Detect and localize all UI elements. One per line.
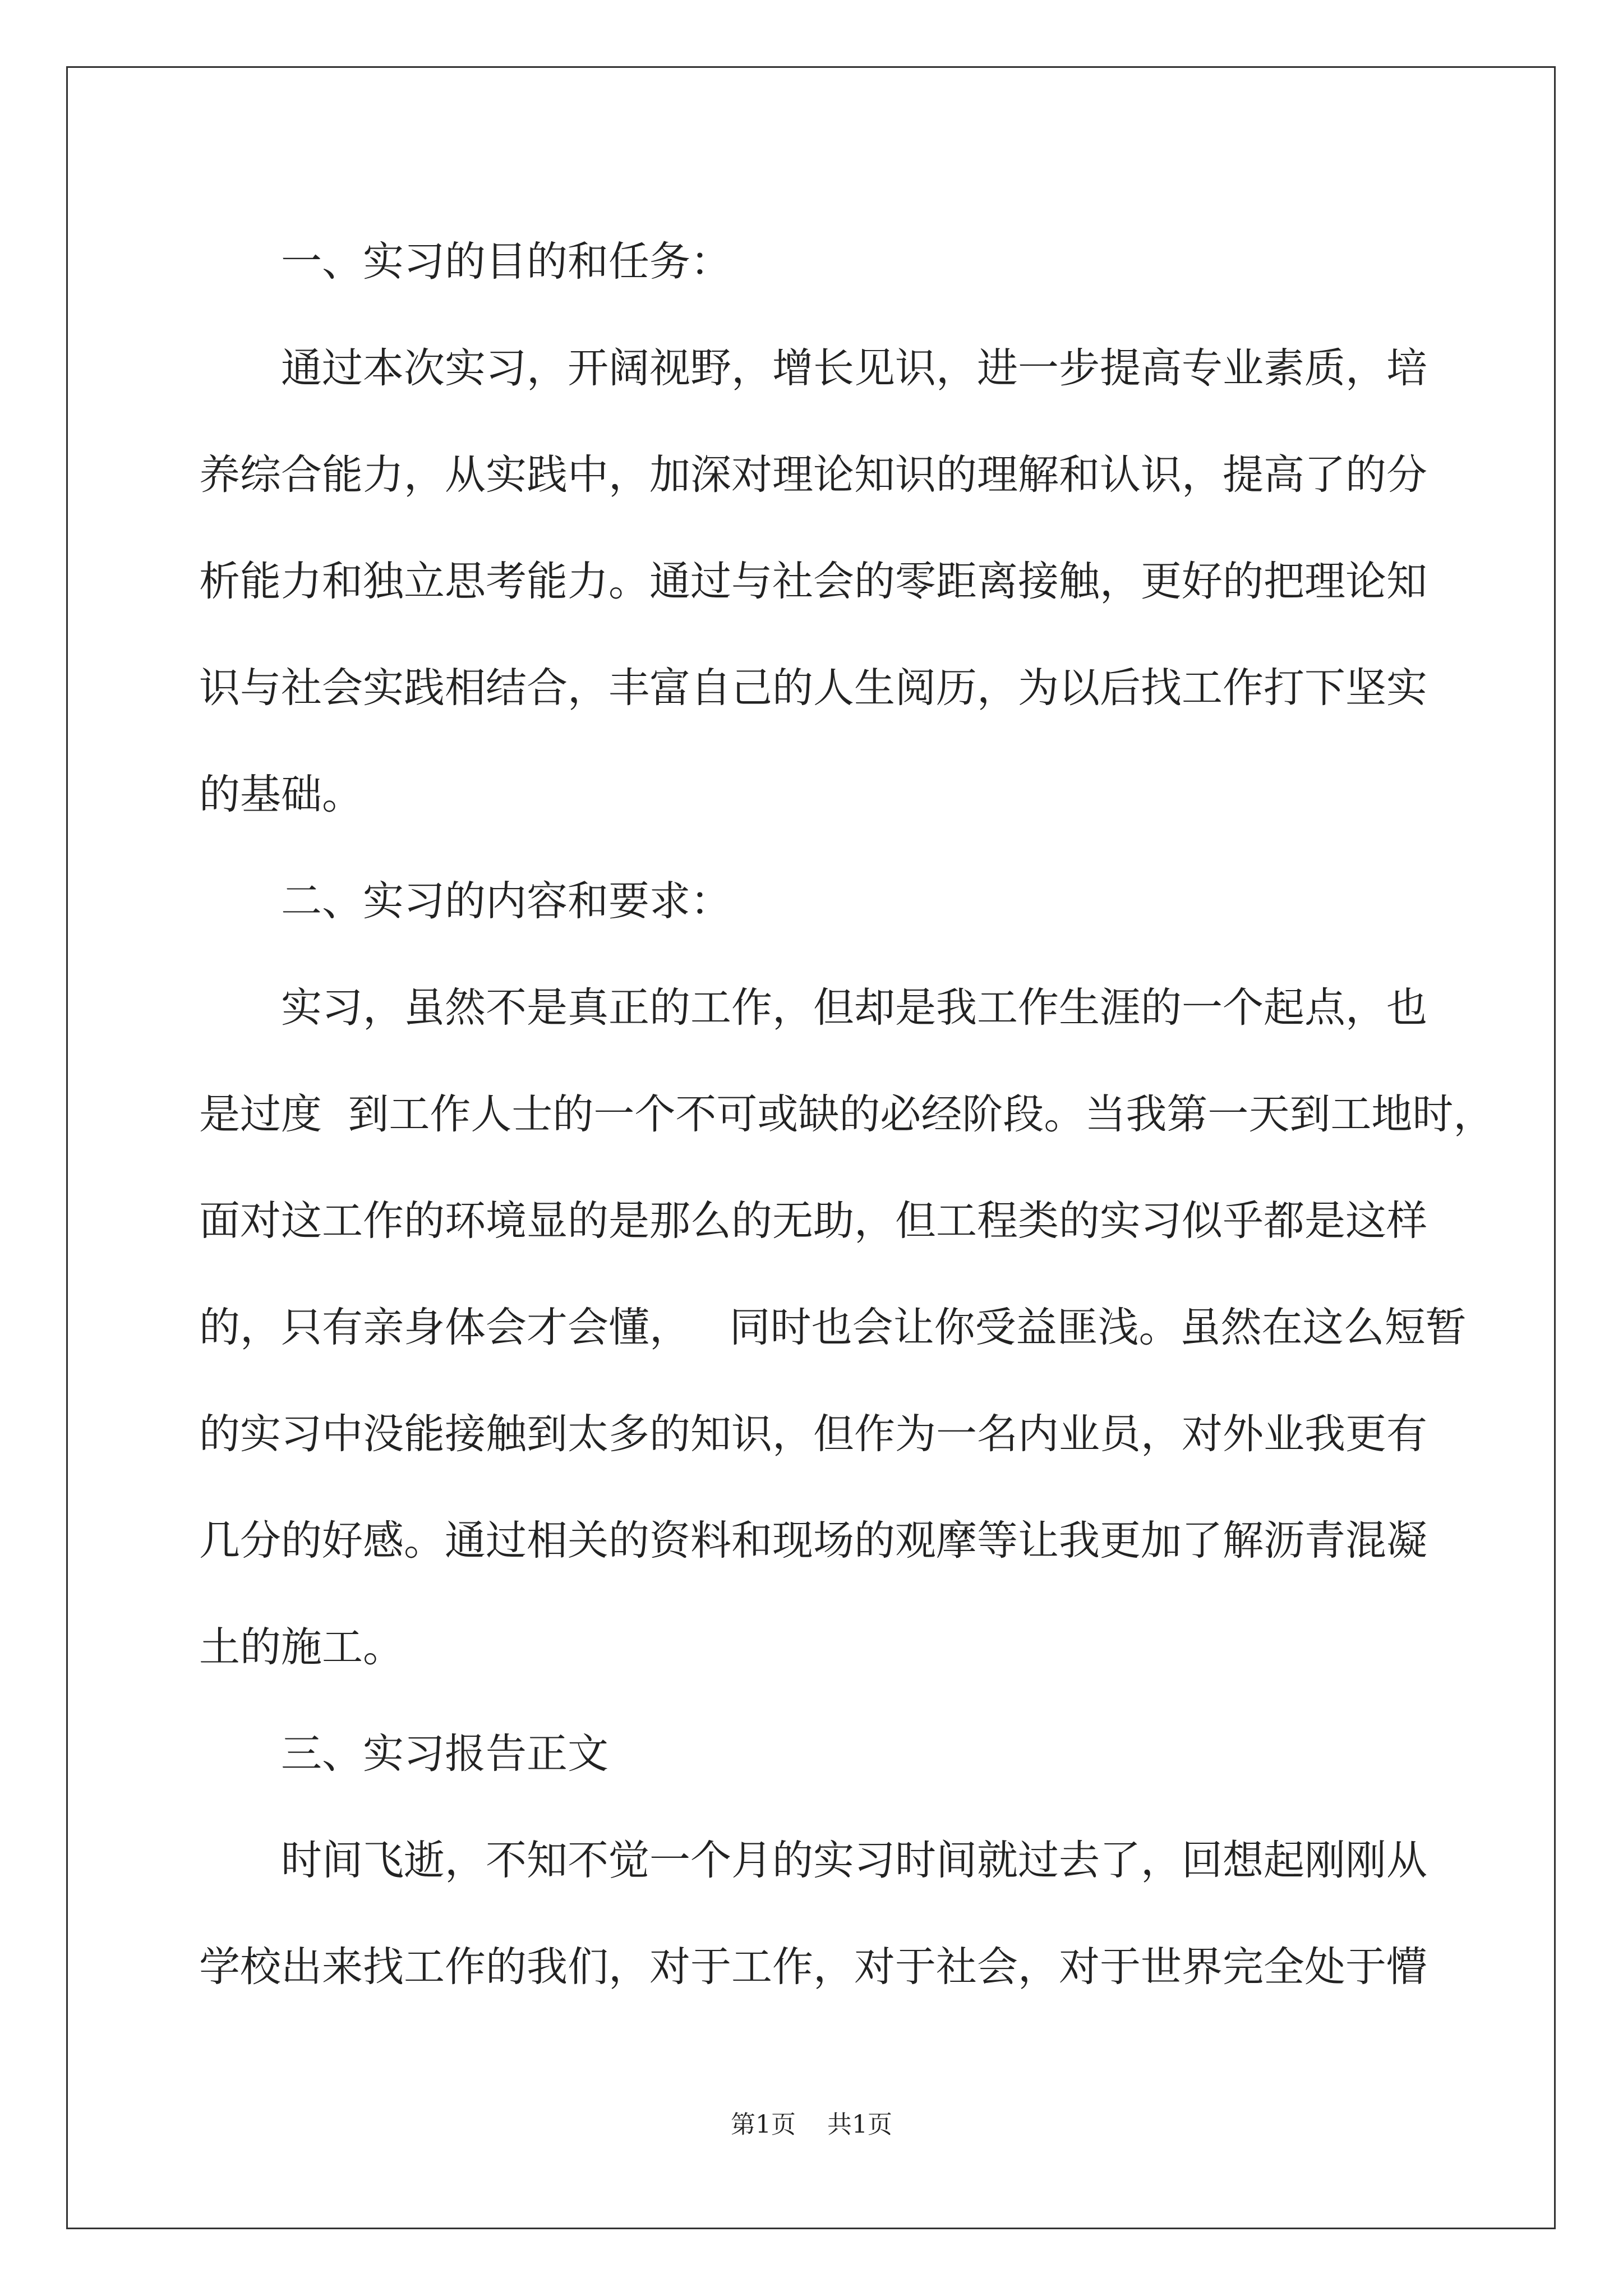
paragraph-line: 实习，虽然不是真正的工作，但却是我工作生涯的一个起点，也 <box>281 984 1427 1032</box>
section-heading-purpose: 一、实习的目的和任务： <box>281 238 731 286</box>
paragraph-line: 是过度 到工作人士的一个不可或缺的必经阶段。当我第一天到工地时， <box>199 1091 1495 1138</box>
paragraph-line: 面对这工作的环境显的是那么的无助，但工程类的实习似乎都是这样 <box>199 1197 1427 1245</box>
document-body <box>199 209 1495 2021</box>
paragraph-line: 析能力和独立思考能力。通过与社会的零距离接触，更好的把理论知 <box>199 558 1427 605</box>
section-heading-report: 三、实习报告正文 <box>281 1730 608 1778</box>
paragraph-line: 几分的好感。通过相关的资料和现场的观摩等让我更加了解沥青混凝 <box>199 1517 1427 1565</box>
paragraph-line: 的基础。 <box>199 771 363 818</box>
paragraph-line: 时间飞逝，不知不觉一个月的实习时间就过去了，回想起刚刚从 <box>281 1837 1427 1884</box>
paragraph-line: 的实习中没能接触到太多的知识，但作为一名内业员，对外业我更有 <box>199 1410 1427 1458</box>
paragraph-line: 识与社会实践相结合，丰富自己的人生阅历，为以后找工作打下坚实 <box>199 664 1427 712</box>
paragraph-line: 学校出来找工作的我们，对于工作，对于社会，对于世界完全处于懵 <box>199 1943 1427 1991</box>
paragraph-line: 养综合能力，从实践中，加深对理论知识的理解和认识，提高了的分 <box>199 451 1427 499</box>
paragraph-line: 的，只有亲身体会才会懂， 同时也会让你受益匪浅。虽然在这么短暂 <box>199 1304 1467 1351</box>
paragraph-line: 通过本次实习，开阔视野，增长见识，进一步提高专业素质，培 <box>281 344 1427 392</box>
paragraph-line: 土的施工。 <box>199 1623 404 1671</box>
section-heading-content: 二、实习的内容和要求： <box>281 877 731 925</box>
page-number-footer: 第1页 共1页 <box>731 2110 892 2139</box>
